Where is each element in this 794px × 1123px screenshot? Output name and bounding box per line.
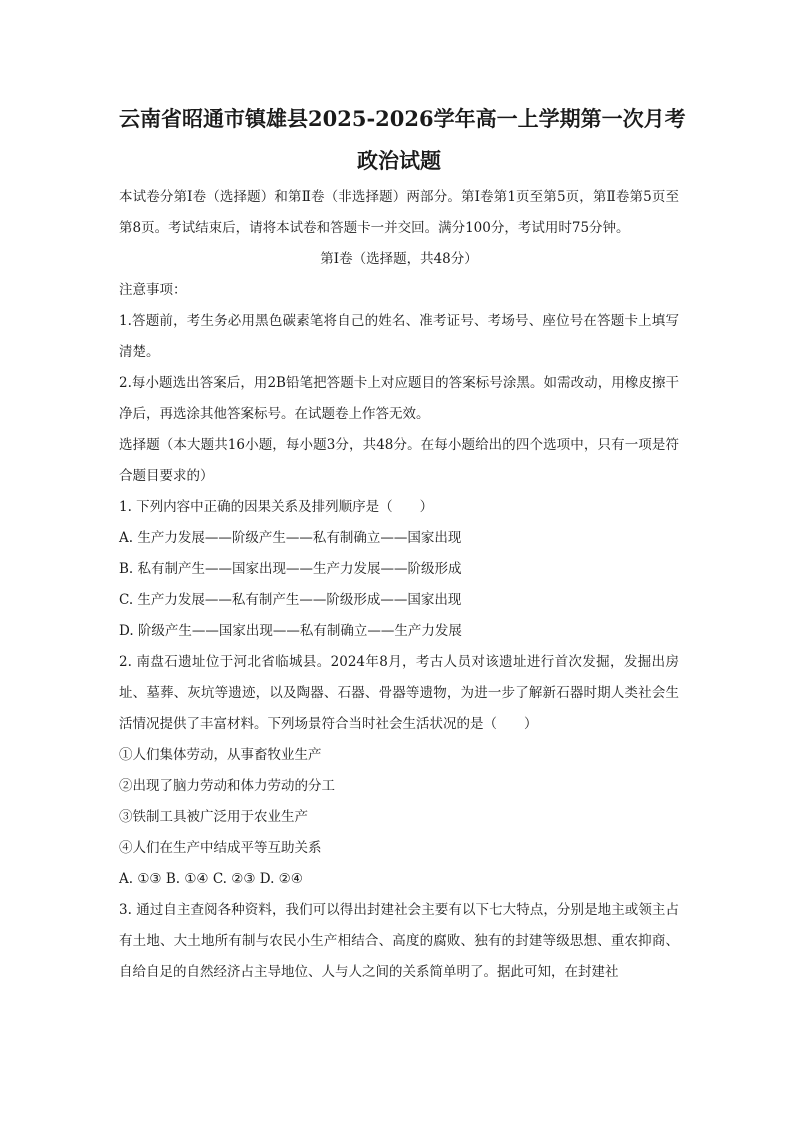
- question-2-item-4: ④人们在生产中结成平等互助关系: [119, 840, 322, 856]
- exam-page: [119, 98, 686, 988]
- question-2-stem: 2. 南盘石遗址位于河北省临城县。2024年8月，考古人员对该遗址进行首次发掘，发掘出房址、墓葬、灰坑等遗迹，以及陶器、石器、骨器等遗物，为进一步了解新石器时期人类社会生活情况提供了丰富材料。下列场景符合当时社会生活状况的是（ ）: [119, 654, 679, 732]
- notice-heading: 注意事项：: [119, 282, 187, 298]
- question-3: [119, 895, 679, 988]
- question-2-item-3: ③铁制工具被广泛用于农业生产: [119, 809, 308, 825]
- exam-title-line1: 云南省昭通市镇雄县2025-2026学年高一上学期第一次月考: [119, 106, 686, 131]
- notice-item-2: 2.每小题选出答案后，用2B铅笔把答题卡上对应题目的答案标号涂黑。如需改动，用橡皮擦干净后，再选涂其他答案标号。在试题卷上作答无效。: [119, 375, 679, 422]
- question-1: [119, 492, 679, 647]
- notice-item-1: 1.答题前，考生务必用黑色碳素笔将自己的姓名、准考证号、考场号、座位号在答题卡上填写清楚。: [119, 313, 679, 360]
- question-2: [119, 647, 679, 895]
- question-1-stem: 1. 下列内容中正确的因果关系及排列顺序是（ ）: [119, 499, 434, 515]
- question-2-options: A. ①③ B. ①④ C. ②③ D. ②④: [119, 871, 303, 887]
- question-3-stem: 3. 通过自主查阅各种资料，我们可以得出封建社会主要有以下七大特点，分别是地主或领主占有土地、大土地所有制与农民小生产相结合、高度的腐败、独有的封建等级思想、重农抑商、自给自足的自然经济占主导地位、人与人之间的关系简单明了。据此可知，在封建社: [119, 902, 679, 980]
- choice-section-intro: 选择题（本大题共16小题，每小题3分，共48分。在每小题给出的四个选项中，只有一项是符合题目要求的）: [119, 437, 679, 484]
- section1-title: 第Ⅰ卷（选择题，共48分）: [320, 251, 478, 267]
- question-1-option-c: C. 生产力发展——私有制产生——阶级形成——国家出现: [119, 592, 462, 608]
- question-1-option-a: A. 生产力发展——阶级产生——私有制确立——国家出现: [119, 530, 462, 546]
- exam-intro: 本试卷分第Ⅰ卷（选择题）和第Ⅱ卷（非选择题）两部分。第Ⅰ卷第1页至第5页，第Ⅱ卷第5页至第8页。考试结束后，请将本试卷和答题卡一并交回。满分100分，考试用时75分钟。: [119, 189, 679, 236]
- question-2-item-2: ②出现了脑力劳动和体力劳动的分工: [119, 778, 335, 794]
- question-1-option-d: D. 阶级产生——国家出现——私有制确立——生产力发展: [119, 623, 462, 639]
- exam-title-line2: 政治试题: [357, 148, 441, 173]
- question-1-option-b: B. 私有制产生——国家出现——生产力发展——阶级形成: [119, 561, 462, 577]
- question-2-item-1: ①人们集体劳动，从事畜牧业生产: [119, 747, 322, 763]
